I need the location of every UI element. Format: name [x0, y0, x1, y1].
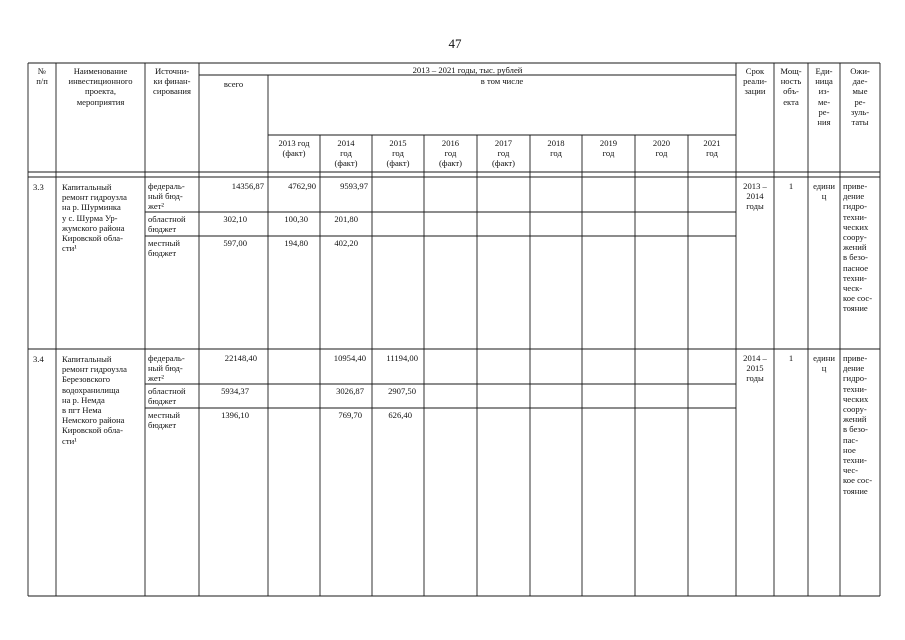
row-3-4-regional-2014: 3026,87: [336, 386, 364, 396]
header-year-2019: 2019 год: [599, 138, 618, 159]
row-3-4-regional-total: 5934,37: [221, 386, 249, 396]
row-3-3-project-name: Капитальный ремонт гидроузла на р. Шурминка у с. Шурма Ур- жумского района Кировской обла- сти¹: [62, 182, 127, 254]
row-3-3-federal-total: 14356,87: [231, 181, 264, 191]
row-3-4-local-2015: 626,40: [388, 410, 412, 420]
row-3-3-federal-2013: 4762,90: [288, 181, 316, 191]
row-3-4-local-2014: 769,70: [338, 410, 362, 420]
header-no: № п/п: [36, 66, 48, 87]
row-3-3-regional-total: 302,10: [223, 214, 247, 224]
header-year-2018: 2018 год: [547, 138, 565, 159]
header-capacity: Мощ- ность объ- екта: [780, 66, 802, 107]
row-3-3-source-regional: областной бюджет: [148, 214, 186, 235]
row-3-4-federal-2014: 10954,40: [333, 353, 366, 363]
header-term: Срок реали- зации: [743, 66, 767, 97]
header-unit: Еди- ница из- ме- ре- ния: [815, 66, 833, 128]
header-total: всего: [223, 79, 244, 89]
row-3-4-source-federal: федераль- ный бюд- жет²: [148, 353, 185, 384]
header-year-2015: 2015 год (факт): [386, 138, 410, 169]
row-3-4-source-local: местный бюджет: [148, 410, 181, 431]
row-3-4-local-total: 1396,10: [221, 410, 249, 420]
row-3-4-results: приве- дение гидро- техни- ческих соору- жений в безо- пас- ное техни- чес- кое сос- тояние: [843, 353, 873, 496]
header-year-2020: 2020 год: [652, 138, 671, 159]
header-project-name: Наименование инвестиционного проекта, мероприятия: [68, 66, 133, 107]
header-funding-source: Источни- ки финан- сирования: [153, 66, 191, 97]
row-3-3-regional-2013: 100,30: [284, 214, 308, 224]
header-year-2014: 2014 год (факт): [334, 138, 358, 169]
row-3-4-term: 2014 – 2015 годы: [743, 353, 767, 384]
row-3-4-capacity: 1: [788, 353, 794, 363]
page-number: 47: [448, 36, 462, 51]
row-3-3-federal-2014: 9593,97: [340, 181, 368, 191]
header-results: Ожи- дае- мые ре- зуль- таты: [850, 66, 870, 128]
row-3-4-federal-2015: 11194,00: [386, 353, 418, 363]
row-3-3-capacity: 1: [788, 181, 794, 191]
header-year-2013: 2013 год (факт): [278, 138, 310, 159]
row-3-4-source-regional: областной бюджет: [148, 386, 186, 407]
row-3-4-project-name: Капитальный ремонт гидроузла Березовского водохранилища на р. Немда в пгт Нема Немского района Кировской обла- сти¹: [62, 354, 127, 446]
row-3-3-local-2014: 402,20: [334, 238, 358, 248]
row-3-3-results: приве- дение гидро- техни- ческих соору- жений в безо- пасное техни- ческ- кое сос- тояние: [843, 181, 873, 314]
header-year-2016: 2016 год (факт): [439, 138, 462, 169]
header-period: 2013 – 2021 годы, тыс. рублей: [412, 65, 523, 75]
row-3-4-unit: едини ц: [813, 353, 835, 374]
header-year-2017: 2017 год (факт): [492, 138, 515, 169]
header-year-2021: 2021 год: [703, 138, 721, 159]
row-3-3-regional-2014: 201,80: [334, 214, 358, 224]
row-3-3-number: 3.3: [33, 182, 44, 192]
header-including: в том числе: [480, 76, 524, 86]
row-3-3-local-total: 597,00: [223, 238, 247, 248]
row-3-4-regional-2015: 2907,50: [388, 386, 416, 396]
row-3-4-number: 3.4: [33, 354, 44, 364]
row-3-3-local-2013: 194,80: [284, 238, 308, 248]
row-3-3-source-federal: федераль- ный бюд- жет²: [148, 181, 185, 212]
row-3-4-federal-total: 22148,40: [224, 353, 257, 363]
row-3-3-unit: едини ц: [813, 181, 835, 202]
row-3-3-source-local: местный бюджет: [148, 238, 181, 259]
row-3-3-term: 2013 – 2014 годы: [743, 181, 767, 212]
